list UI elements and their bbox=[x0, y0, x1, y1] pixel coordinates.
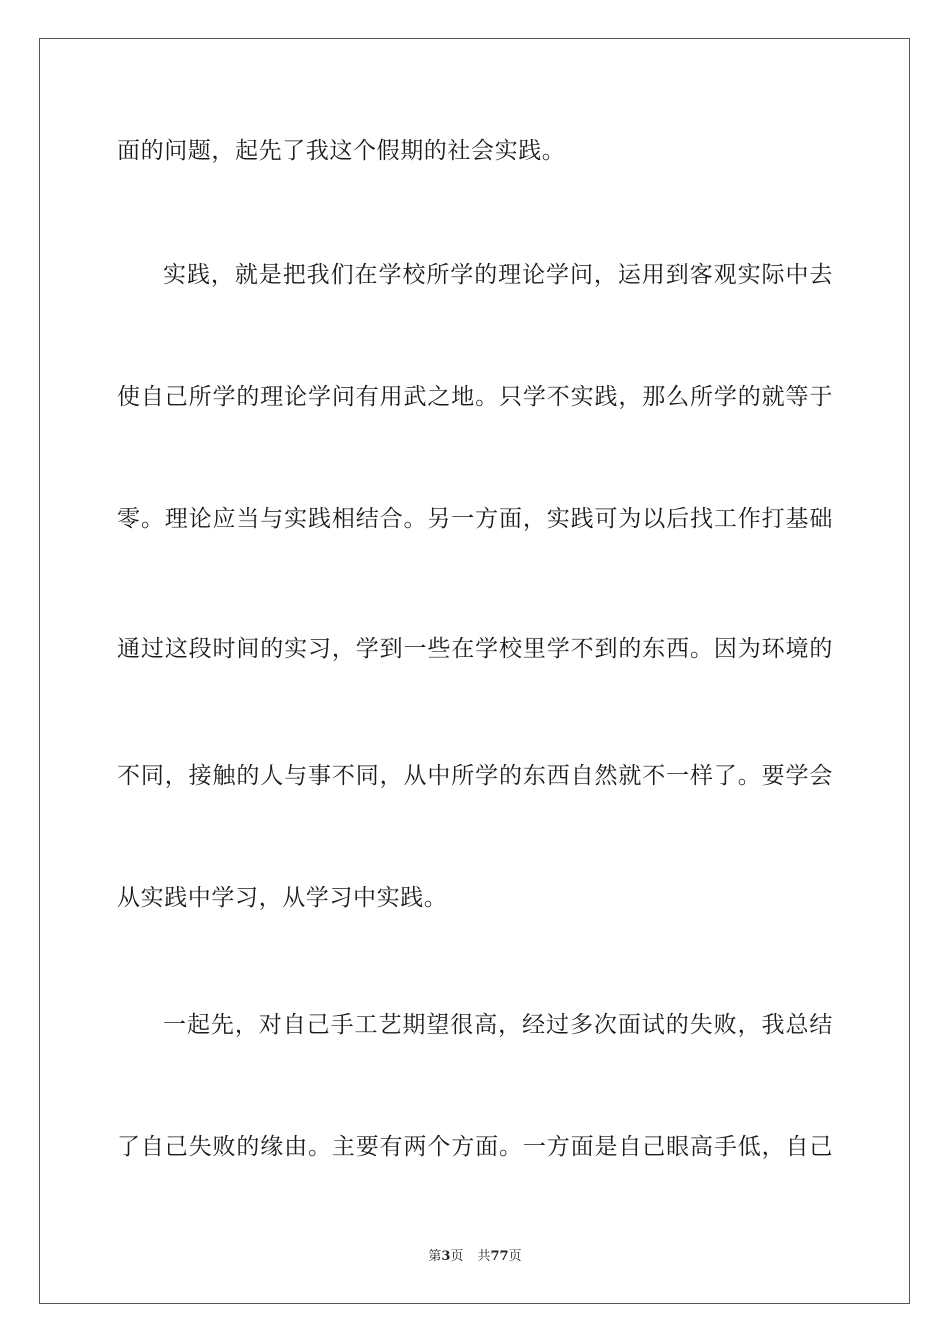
text-line: 不同，接触的人与事不同，从中所学的东西自然就不一样了。要学会 bbox=[117, 763, 833, 789]
text-line: 从实践中学习，从学习中实践。 bbox=[117, 885, 448, 911]
text-line: 面的问题，起先了我这个假期的社会实践。 bbox=[117, 138, 566, 164]
text-line: 零。理论应当与实践相结合。另一方面，实践可为以后找工作打基础 bbox=[117, 506, 833, 532]
paragraph-first-line: 一起先，对自己手工艺期望很高，经过多次面试的失败，我总结 bbox=[163, 1012, 833, 1038]
total-pages: 77 bbox=[490, 1249, 509, 1264]
text-line: 通过这段时间的实习，学到一些在学校里学不到的东西。因为环境的 bbox=[117, 636, 833, 662]
paragraph-first-line: 实践，就是把我们在学校所学的理论学问，运用到客观实际中去 bbox=[163, 262, 833, 288]
page-border bbox=[39, 38, 910, 1304]
text-line: 了自己失败的缘由。主要有两个方面。一方面是自己眼高手低，自己 bbox=[117, 1134, 833, 1160]
total-prefix: 共 bbox=[477, 1249, 491, 1264]
total-suffix: 页 bbox=[508, 1249, 522, 1264]
text-line: 使自己所学的理论学问有用武之地。只学不实践，那么所学的就等于 bbox=[117, 384, 833, 410]
page-number: 3 bbox=[441, 1249, 451, 1264]
page-suffix: 页 bbox=[450, 1249, 464, 1264]
page-footer bbox=[0, 1249, 950, 1265]
page-prefix: 第 bbox=[428, 1249, 442, 1264]
